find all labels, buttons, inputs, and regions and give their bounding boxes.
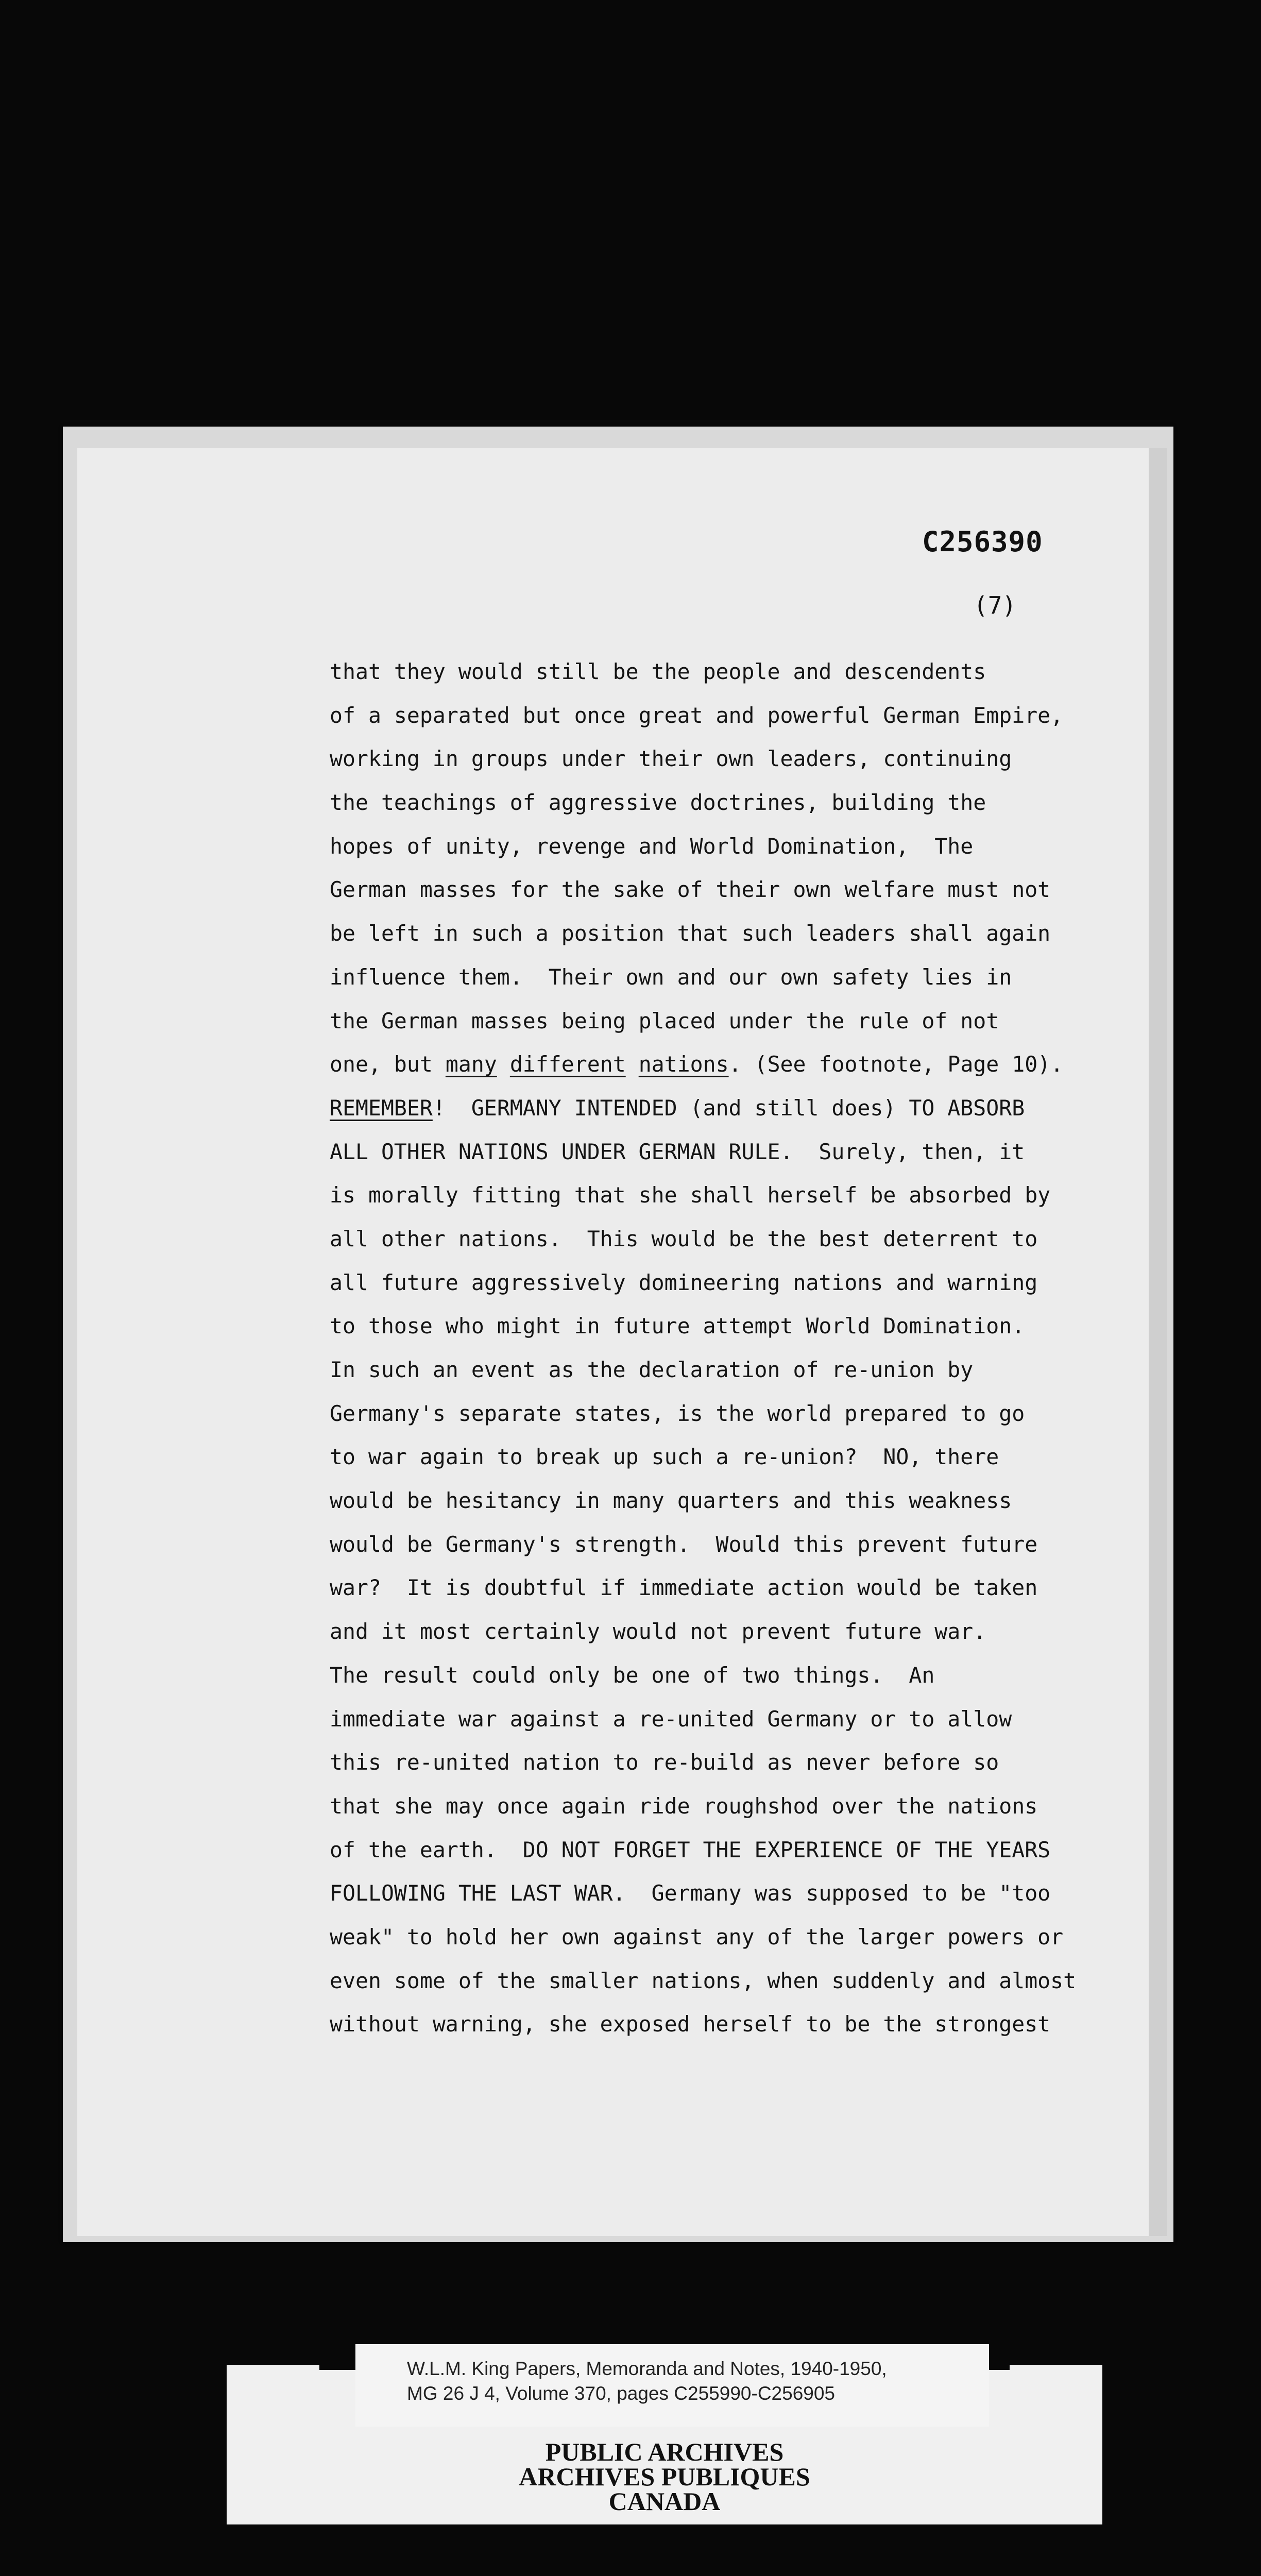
text-segment: without warning, she exposed herself to be the strongest [330, 2011, 1051, 2037]
text-segment: war? It is doubtful if immediate action would be taken [330, 1575, 1038, 1601]
text-segment: hopes of unity, revenge and World Domination, The [330, 833, 974, 859]
text-segment: that they would still be the people and descendents [330, 659, 986, 684]
text-segment [626, 1052, 639, 1077]
text-segment: the German masses being placed under the rule of not [330, 1008, 999, 1033]
text-line [330, 1872, 1133, 1916]
text-line [330, 1087, 1133, 1130]
text-line [330, 1916, 1133, 1959]
text-line [330, 956, 1133, 999]
text-line [330, 1130, 1133, 1174]
page-identifier: C256390 [922, 526, 1043, 558]
underlined-text: REMEMBER [330, 1095, 433, 1121]
text-segment: of the earth. DO NOT FORGET THE EXPERIENCE OF THE YEARS [330, 1837, 1051, 1862]
text-line [330, 1479, 1133, 1523]
text-line [330, 1392, 1133, 1436]
text-line [330, 1741, 1133, 1785]
text-segment: one, but [330, 1052, 446, 1077]
stamp-line-3: CANADA [608, 2487, 721, 2516]
text-line [330, 1043, 1133, 1087]
text-line [330, 825, 1133, 869]
text-segment: weak" to hold her own against any of the larger powers or [330, 1924, 1064, 1950]
text-line [330, 1217, 1133, 1261]
text-line [330, 1610, 1133, 1654]
text-line [330, 1348, 1133, 1392]
text-line [330, 1261, 1133, 1305]
text-segment: is morally fitting that she shall herself be absorbed by [330, 1182, 1051, 1208]
text-segment: even some of the smaller nations, when suddenly and almost [330, 1968, 1077, 1993]
text-segment: working in groups under their own leaders, continuing [330, 746, 1012, 772]
stamp-tab-right [1010, 2365, 1102, 2427]
text-segment: the teachings of aggressive doctrines, building the [330, 790, 986, 816]
page-number: (7) [974, 591, 1017, 619]
text-segment: that she may once again ride roughshod over the nations [330, 1793, 1038, 1819]
text-segment: In such an event as the declaration of re-union by [330, 1357, 974, 1382]
text-line [330, 1174, 1133, 1217]
text-line [330, 1785, 1133, 1828]
text-segment: . (See footnote, Page 10). [728, 1052, 1064, 1077]
text-line [330, 737, 1133, 781]
text-line [330, 1435, 1133, 1479]
text-segment: German masses for the sake of their own welfare must not [330, 877, 1051, 903]
stamp-line-2: ARCHIVES PUBLIQUES [519, 2462, 810, 2491]
archives-stamp [227, 2439, 1102, 2514]
archive-reference-line-2: MG 26 J 4, Volume 370, pages C255990-C256905 [407, 2383, 836, 2404]
text-line [330, 1523, 1133, 1567]
text-segment: be left in such a position that such leaders shall again [330, 921, 1051, 946]
page-edge [1149, 448, 1167, 2236]
underlined-text: different [509, 1052, 626, 1077]
text-line [330, 781, 1133, 825]
text-segment: this re-united nation to re-build as never before so [330, 1750, 999, 1775]
text-line [330, 1828, 1133, 1872]
underlined-text: nations [638, 1052, 729, 1077]
text-segment: and it most certainly would not prevent future war. [330, 1619, 986, 1645]
text-line [330, 868, 1133, 912]
text-segment: of a separated but once great and powerful German Empire, [330, 702, 1064, 728]
stamp-line-1: PUBLIC ARCHIVES [545, 2437, 784, 2466]
text-segment: immediate war against a re-united Germany or to allow [330, 1706, 1012, 1732]
text-line [330, 999, 1133, 1043]
text-line [330, 912, 1133, 956]
text-segment: influence them. Their own and our own safety lies in [330, 964, 1012, 990]
text-line [330, 694, 1133, 738]
text-line [330, 1654, 1133, 1698]
text-segment: ! GERMANY INTENDED (and still does) TO ABSORB [432, 1095, 1025, 1121]
text-segment: all future aggressively domineering nations and warning [330, 1269, 1038, 1295]
text-segment: Germany's separate states, is the world prepared to go [330, 1400, 1025, 1426]
text-segment [497, 1052, 510, 1077]
text-segment: would be Germany's strength. Would this prevent future [330, 1531, 1038, 1557]
document-body [330, 650, 1133, 2046]
text-line [330, 650, 1133, 694]
text-segment: The result could only be one of two things. An [330, 1662, 935, 1688]
text-line [330, 1304, 1133, 1348]
text-segment: to those who might in future attempt World Domination. [330, 1313, 1025, 1339]
text-segment: ALL OTHER NATIONS UNDER GERMAN RULE. Surely, then, it [330, 1139, 1025, 1164]
text-line [330, 2003, 1133, 2046]
text-segment: to war again to break up such a re-union? NO, there [330, 1444, 999, 1470]
stamp-tab-left [227, 2365, 319, 2427]
text-segment: would be hesitancy in many quarters and this weakness [330, 1488, 1012, 1514]
text-line [330, 1566, 1133, 1610]
archive-reference-line-1: W.L.M. King Papers, Memoranda and Notes, 1940-1950, [407, 2358, 887, 2379]
text-line [330, 1698, 1133, 1741]
archive-reference-text [407, 2357, 887, 2406]
text-segment: all other nations. This would be the best deterrent to [330, 1226, 1038, 1251]
text-line [330, 1959, 1133, 2003]
underlined-text: many [445, 1052, 497, 1077]
text-segment: FOLLOWING THE LAST WAR. Germany was supposed to be "too [330, 1880, 1051, 1906]
